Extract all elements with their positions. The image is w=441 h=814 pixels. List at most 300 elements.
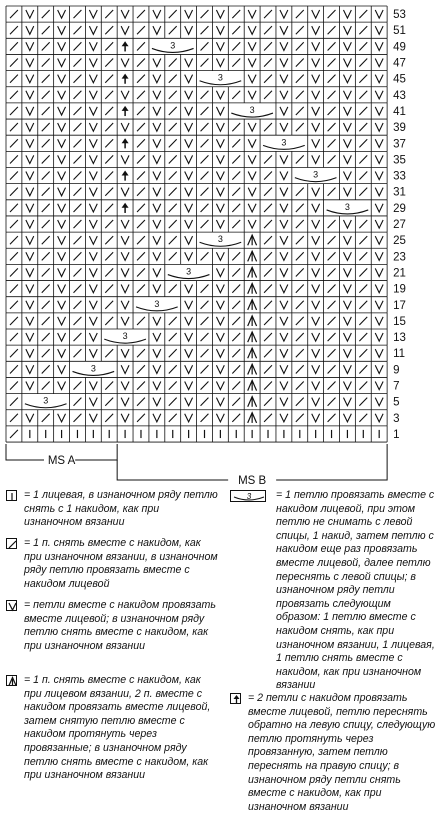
cell-vee-icon [216, 285, 224, 293]
cell-vee-icon [343, 10, 351, 18]
legend-knit-with-yo [6, 599, 218, 653]
cell-vee-icon [312, 220, 320, 228]
cell-arrowA-icon [248, 251, 257, 261]
legend-slip-yo [6, 537, 218, 591]
cell-slash-icon [296, 398, 304, 406]
cell-vee-icon [280, 398, 288, 406]
cell-vee-icon [312, 188, 320, 196]
cell-slash-icon [296, 91, 304, 99]
cell-slash-icon [105, 381, 113, 389]
cell-vee-icon [89, 252, 97, 260]
cell-slash-icon [264, 398, 272, 406]
cell-vee-icon [375, 349, 383, 357]
cell-slash-icon [359, 414, 367, 422]
cell-vee-icon [89, 333, 97, 341]
cell-vee-icon [89, 414, 97, 422]
cell-vee-icon [216, 123, 224, 131]
cell-vee-icon [375, 58, 383, 66]
cell-vee-icon [248, 204, 256, 212]
cell-slash-icon [328, 107, 336, 115]
row-number-label: 39 [393, 122, 406, 135]
cell-vee-icon [343, 123, 351, 131]
cell-slash-icon [169, 349, 177, 357]
cell-vee-icon [58, 317, 66, 325]
cell-vee-icon [121, 188, 129, 196]
cell-slash-icon [328, 317, 336, 325]
cell-slash-icon [137, 204, 145, 212]
row-number-label: 17 [393, 299, 406, 312]
cell-vee-icon [58, 107, 66, 115]
row-number-label: 31 [393, 186, 406, 199]
cell-vee-icon [58, 172, 66, 180]
arrow-a-symbol-icon [6, 675, 17, 686]
cell-vee-icon [58, 26, 66, 34]
cell-slash-icon [296, 365, 304, 373]
cell-slash-icon [105, 301, 113, 309]
cell-slash-icon [264, 172, 272, 180]
legend-arrow-up-text: = 2 петли с накидом провязать вместе лицевой, петлю переснять обратно на левую спицу, следующую петлю протянуть через провязанную, затем петлю переснять на правую спицу; в изнаночном ряду петли снять вместе с накидом, как при изнаночном вязании [248, 692, 436, 813]
cell-arrowUp-icon [122, 41, 129, 51]
cell-vee-icon [185, 204, 193, 212]
cell-slash-icon [74, 301, 82, 309]
cell-slash-icon [264, 381, 272, 389]
cell-slash-icon [42, 123, 50, 131]
cell-vee-icon [58, 204, 66, 212]
cell-vee-icon [280, 365, 288, 373]
cell-vee-icon [121, 365, 129, 373]
cell-slash-icon [169, 220, 177, 228]
cell-vee-icon [153, 398, 161, 406]
cell-slash-icon [264, 301, 272, 309]
cell-slash-icon [137, 268, 145, 276]
cell-slash-icon [137, 107, 145, 115]
cell-slash-icon [232, 317, 240, 325]
cell-slash-icon [105, 58, 113, 66]
three-cell-symbol-icon [230, 490, 266, 502]
cell-vee-icon [312, 349, 320, 357]
cell-slash-icon [42, 268, 50, 276]
cell-vee-icon [153, 381, 161, 389]
cell-vee-icon [280, 188, 288, 196]
cell-slash-icon [201, 139, 209, 147]
cell-vee-icon [89, 172, 97, 180]
cell-vee-icon [121, 268, 129, 276]
cell-vee-icon [312, 204, 320, 212]
cell-slash-icon [137, 10, 145, 18]
cell-vee-icon [343, 107, 351, 115]
cell-slash-icon [359, 172, 367, 180]
cell-vee-icon [153, 139, 161, 147]
cell-slash-icon [328, 42, 336, 50]
cell-slash-icon [169, 365, 177, 373]
cell-vee-icon [153, 26, 161, 34]
cell-slash-icon [264, 123, 272, 131]
cell-slash-icon [10, 301, 18, 309]
cell-vee-icon [280, 10, 288, 18]
cell-slash-icon [296, 333, 304, 341]
row-number-label: 49 [393, 41, 406, 54]
cell-slash-icon [264, 42, 272, 50]
cell-slash-icon [105, 10, 113, 18]
cell-slash-icon [328, 123, 336, 131]
cell-slash-icon [232, 333, 240, 341]
cell-vee-icon [248, 75, 256, 83]
cell-slash-icon [137, 91, 145, 99]
cell-vee-icon [280, 107, 288, 115]
cell-slash-icon [201, 204, 209, 212]
cell-vee-icon [89, 285, 97, 293]
row-number-label: 13 [393, 332, 406, 345]
cell-slash-icon [105, 252, 113, 260]
cell-vee-icon [153, 285, 161, 293]
cell-vee-icon [185, 333, 193, 341]
cell-slash-icon [42, 26, 50, 34]
cell-vee-icon [280, 172, 288, 180]
cell-slash-icon [296, 155, 304, 163]
cell-slash-icon [296, 75, 304, 83]
cell-vee-icon [280, 58, 288, 66]
cell-slash-icon [74, 123, 82, 131]
cell-slash-icon [169, 188, 177, 196]
cell-slash-icon [328, 26, 336, 34]
row-number-label: 25 [393, 235, 406, 248]
cell-vee-icon [89, 188, 97, 196]
three-cell-label: 3 [281, 137, 287, 148]
cell-vee-icon [280, 26, 288, 34]
cell-slash-icon [328, 236, 336, 244]
cell-slash-icon [264, 204, 272, 212]
cell-slash-icon [74, 107, 82, 115]
cell-vee-icon [121, 220, 129, 228]
cell-slash-icon [74, 220, 82, 228]
cell-slash-icon [10, 365, 18, 373]
cell-slash-icon [169, 381, 177, 389]
cell-vee-icon [216, 349, 224, 357]
cell-vee-icon [58, 42, 66, 50]
cell-slash-icon [296, 204, 304, 212]
cell-vee-icon [312, 75, 320, 83]
cell-slash-icon [105, 42, 113, 50]
cell-arrowA-icon [248, 267, 257, 277]
cell-slash-icon [105, 285, 113, 293]
cell-slash-icon [232, 349, 240, 357]
cell-vee-icon [153, 107, 161, 115]
row-number-label: 1 [393, 428, 400, 441]
cell-vee-icon [375, 252, 383, 260]
cell-slash-icon [232, 172, 240, 180]
cell-vee-icon [216, 414, 224, 422]
cell-vee-icon [89, 10, 97, 18]
cell-vee-icon [26, 75, 34, 83]
row-number-label: 15 [393, 315, 406, 328]
cell-vee-icon [343, 139, 351, 147]
cell-vee-icon [375, 188, 383, 196]
cell-slash-icon [359, 381, 367, 389]
cell-vee-icon [375, 75, 383, 83]
cell-vee-icon [343, 365, 351, 373]
cell-vee-icon [312, 381, 320, 389]
cell-vee-icon [248, 42, 256, 50]
cell-slash-icon [359, 26, 367, 34]
cell-arrowA-icon [248, 413, 257, 423]
cell-vee-icon [121, 91, 129, 99]
cell-slash-icon [359, 75, 367, 83]
cell-slash-icon [201, 381, 209, 389]
cell-vee-icon [185, 139, 193, 147]
ms-a-label: MS A [47, 455, 76, 468]
cell-arrowA-icon [248, 348, 257, 358]
cell-vee-icon [58, 75, 66, 83]
cell-vee-icon [185, 91, 193, 99]
cell-slash-icon [232, 26, 240, 34]
cell-slash-icon [328, 220, 336, 228]
cell-vee-icon [375, 139, 383, 147]
cell-vee-icon [58, 10, 66, 18]
cell-slash-icon [201, 365, 209, 373]
row-number-label: 47 [393, 57, 406, 70]
cell-vee-icon [26, 333, 34, 341]
cell-slash-icon [42, 91, 50, 99]
cell-vee-icon [343, 381, 351, 389]
cell-arrowA-icon [248, 364, 257, 374]
cell-slash-icon [137, 381, 145, 389]
cell-slash-icon [74, 317, 82, 325]
cell-slash-icon [42, 172, 50, 180]
cell-slash-icon [105, 188, 113, 196]
cell-vee-icon [280, 91, 288, 99]
cell-slash-icon [42, 155, 50, 163]
cell-slash-icon [137, 252, 145, 260]
cell-slash-icon [328, 252, 336, 260]
cell-vee-icon [216, 42, 224, 50]
cell-vee-icon [58, 268, 66, 276]
cell-slash-icon [264, 91, 272, 99]
cell-slash-icon [201, 333, 209, 341]
cell-vee-icon [280, 75, 288, 83]
cell-vee-icon [185, 301, 193, 309]
cell-slash-icon [264, 252, 272, 260]
cell-vee-icon [375, 398, 383, 406]
cell-vee-icon [375, 365, 383, 373]
three-cell-label: 3 [43, 395, 49, 406]
cell-vee-icon [216, 139, 224, 147]
cell-vee-icon [375, 10, 383, 18]
cell-vee-icon [121, 381, 129, 389]
cell-vee-icon [58, 155, 66, 163]
cell-slash-icon [296, 42, 304, 50]
cell-slash-icon [296, 414, 304, 422]
three-cell-icon [327, 202, 369, 214]
cell-vee-icon [375, 285, 383, 293]
cell-vee-icon [89, 236, 97, 244]
row-number-label: 11 [393, 348, 406, 361]
cell-slash-icon [74, 155, 82, 163]
cell-slash-icon [296, 26, 304, 34]
cell-slash-icon [328, 285, 336, 293]
cell-slash-icon [74, 252, 82, 260]
cell-slash-icon [137, 123, 145, 131]
cell-vee-icon [375, 172, 383, 180]
cell-vee-icon [89, 268, 97, 276]
cell-slash-icon [264, 285, 272, 293]
cell-vee-icon [216, 155, 224, 163]
row-number-label: 5 [393, 396, 400, 409]
cell-vee-icon [153, 365, 161, 373]
cell-vee-icon [89, 123, 97, 131]
cell-arrowA-icon [248, 332, 257, 342]
cell-slash-icon [328, 155, 336, 163]
cell-slash-icon [264, 10, 272, 18]
cell-slash-icon [264, 317, 272, 325]
knit-symbol-icon [6, 490, 17, 501]
cell-vee-icon [312, 398, 320, 406]
cell-vee-icon [343, 333, 351, 341]
cell-slash-icon [232, 91, 240, 99]
cell-vee-icon [89, 317, 97, 325]
slip-diagonal-symbol-icon [6, 538, 17, 549]
cell-slash-icon [42, 285, 50, 293]
row-number-label: 53 [393, 9, 406, 22]
cell-slash-icon [137, 155, 145, 163]
row-number-label: 35 [393, 154, 406, 167]
cell-vee-icon [312, 58, 320, 66]
cell-vee-icon [26, 285, 34, 293]
cell-slash-icon [201, 285, 209, 293]
cell-slash-icon [296, 220, 304, 228]
cell-vee-icon [121, 10, 129, 18]
cell-vee-icon [185, 381, 193, 389]
cell-vee-icon [89, 107, 97, 115]
cell-slash-icon [359, 236, 367, 244]
cell-vee-icon [89, 155, 97, 163]
three-cell-icon [231, 105, 273, 117]
three-cell-icon [295, 170, 337, 182]
cell-vee-icon [248, 155, 256, 163]
cell-vee-icon [153, 204, 161, 212]
cell-slash-icon [232, 268, 240, 276]
cell-vee-icon [375, 155, 383, 163]
cell-slash-icon [359, 220, 367, 228]
cell-slash-icon [137, 172, 145, 180]
cell-vee-icon [343, 349, 351, 357]
cell-vee-icon [216, 398, 224, 406]
cell-vee-icon [343, 285, 351, 293]
cell-slash-icon [296, 123, 304, 131]
cell-vee-icon [185, 188, 193, 196]
cell-slash-icon [328, 301, 336, 309]
cell-vee-icon [248, 26, 256, 34]
cell-slash-icon [137, 42, 145, 50]
cell-vee-icon [89, 381, 97, 389]
cell-slash-icon [359, 333, 367, 341]
three-cell-icon [200, 73, 242, 85]
cell-slash-icon [201, 414, 209, 422]
cell-vee-icon [89, 349, 97, 357]
cell-slash-icon [169, 252, 177, 260]
cell-slash-icon [201, 10, 209, 18]
cell-slash-icon [169, 139, 177, 147]
cell-vee-icon [248, 58, 256, 66]
cell-vee-icon [26, 252, 34, 260]
legend-three-cell-text: = 1 петлю провязать вместе с накидом лицевой, при этом петлю не снимать с левой спицы, 1 накид, затем петлю с накидом еще раз провязать вместе лицевой, далее петлю переснять с левой спицы; в изнаночном ряду петли провязать следующим образом: 1 петлю вместе с накидом снять, как при изнаночном вязании, 1 лицевая, 1 петлю снять вместе с накидом, как при изнаночном вязании [276, 489, 435, 692]
cell-vee-icon [153, 58, 161, 66]
cell-slash-icon [169, 317, 177, 325]
cell-vee-icon [89, 58, 97, 66]
cell-vee-icon [375, 333, 383, 341]
cell-slash-icon [328, 349, 336, 357]
cell-vee-icon [248, 123, 256, 131]
row-number-label: 21 [393, 267, 406, 280]
cell-vee-icon [343, 301, 351, 309]
cell-vee-icon [312, 42, 320, 50]
cell-vee-icon [216, 107, 224, 115]
v-symbol-icon [6, 600, 17, 611]
three-cell-label: 3 [122, 331, 128, 342]
cell-vee-icon [343, 252, 351, 260]
cell-vee-icon [121, 58, 129, 66]
cell-slash-icon [328, 381, 336, 389]
cell-slash-icon [169, 333, 177, 341]
cell-slash-icon [264, 26, 272, 34]
cell-slash-icon [359, 42, 367, 50]
cell-slash-icon [10, 381, 18, 389]
cell-vee-icon [58, 91, 66, 99]
cell-slash-icon [137, 26, 145, 34]
cell-vee-icon [26, 220, 34, 228]
cell-vee-icon [58, 349, 66, 357]
cell-slash-icon [328, 10, 336, 18]
cell-vee-icon [153, 188, 161, 196]
cell-slash-icon [232, 285, 240, 293]
cell-slash-icon [42, 139, 50, 147]
cell-vee-icon [280, 381, 288, 389]
cell-vee-icon [280, 123, 288, 131]
cell-vee-icon [216, 204, 224, 212]
cell-vee-icon [58, 301, 66, 309]
cell-slash-icon [105, 398, 113, 406]
cell-slash-icon [42, 220, 50, 228]
cell-vee-icon [375, 301, 383, 309]
cell-slash-icon [105, 349, 113, 357]
three-cell-icon [25, 396, 67, 408]
three-cell-label: 3 [217, 234, 223, 245]
row-number-label: 45 [393, 73, 406, 86]
three-cell-icon [263, 137, 305, 149]
cell-vee-icon [375, 236, 383, 244]
cell-slash-icon [74, 10, 82, 18]
cell-vee-icon [185, 236, 193, 244]
cell-vee-icon [216, 91, 224, 99]
cell-vee-icon [58, 188, 66, 196]
cell-slash-icon [328, 414, 336, 422]
cell-slash-icon [169, 172, 177, 180]
cell-slash-icon [105, 317, 113, 325]
cell-slash-icon [42, 75, 50, 83]
cell-slash-icon [264, 220, 272, 228]
cell-vee-icon [58, 365, 66, 373]
cell-vee-icon [312, 268, 320, 276]
cell-slash-icon [10, 349, 18, 357]
cell-slash-icon [74, 349, 82, 357]
cell-vee-icon [312, 91, 320, 99]
cell-slash-icon [232, 139, 240, 147]
cell-slash-icon [42, 107, 50, 115]
cell-vee-icon [153, 172, 161, 180]
cell-slash-icon [169, 58, 177, 66]
cell-vee-icon [375, 414, 383, 422]
cell-vee-icon [216, 333, 224, 341]
cell-slash-icon [359, 107, 367, 115]
